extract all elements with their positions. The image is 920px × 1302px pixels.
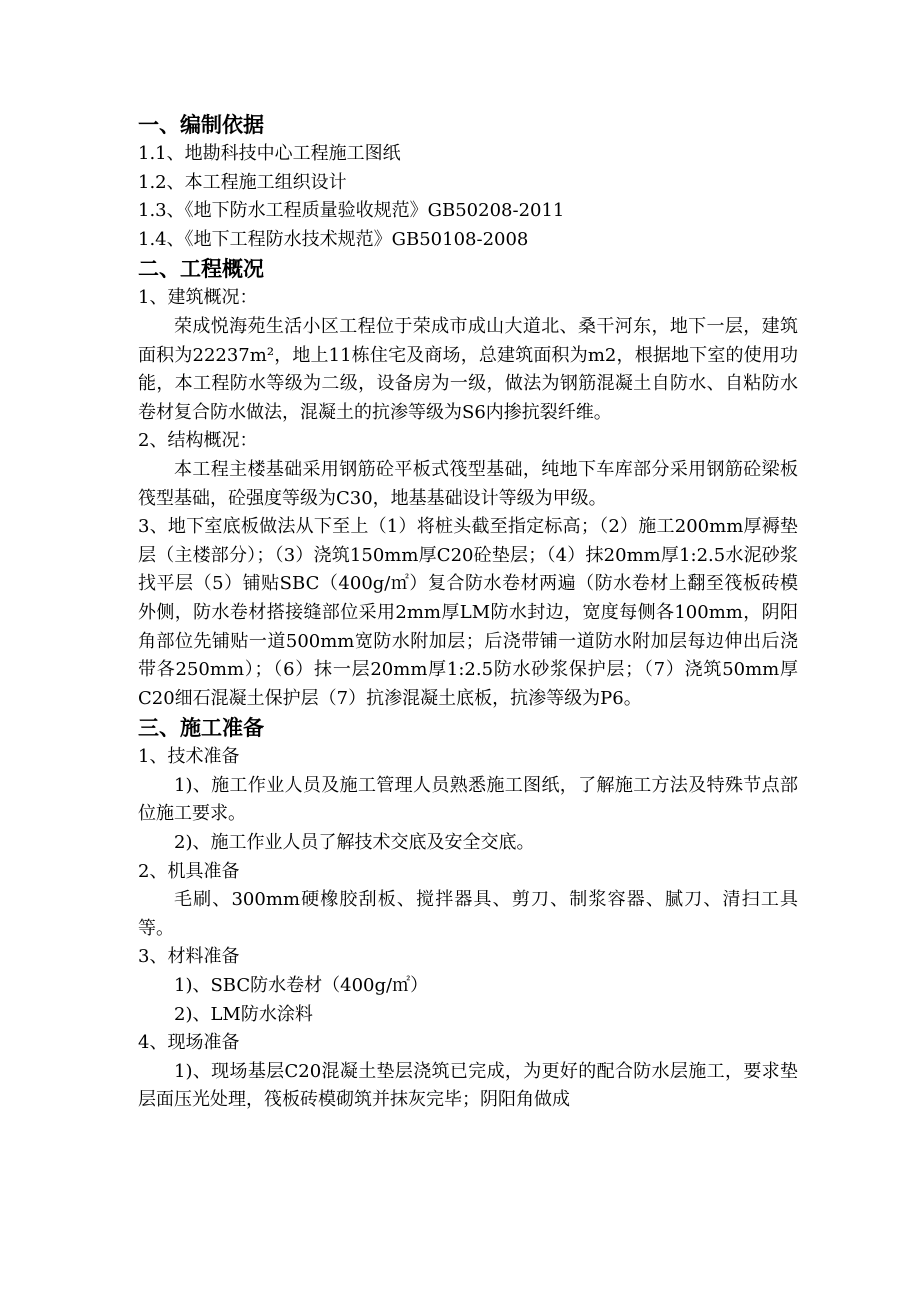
subheading-structure: 2、结构概况： bbox=[138, 430, 258, 452]
technical-item-2: 2)、施工作业人员了解技术交底及安全交底。 bbox=[174, 832, 535, 854]
section-heading-2: 二、工程概况 bbox=[138, 257, 264, 282]
material-item-2: 2)、LM防水涂料 bbox=[174, 1003, 313, 1025]
tools-list-text: 毛刷、300mm硬橡胶刮板、搅拌器具、剪刀、制浆容器、腻刀、清扫工具等。 bbox=[138, 889, 798, 939]
structure-overview-text: 本工程主楼基础采用钢筋砼平板式筏型基础，纯地下车库部分采用钢筋砼梁板筏型基础，砼强度等级为C30，地基基础设计等级为甲级。 bbox=[138, 458, 798, 509]
site-item-1: 1)、现场基层C20混凝土垫层浇筑已完成，为更好的配合防水层施工，要求垫层面压光处理，筏板砖模砌筑并抹灰完毕；阴阳角做成 bbox=[138, 1060, 798, 1111]
building-overview-text: 荣成悦海苑生活小区工程位于荣成市成山大道北、桑干河东，地下一层，建筑面积为22237m²，地上11栋住宅及商场，总建筑面积为m2，根据地下室的使用功能，本工程防水等级为二级，设备房为一级，做法为钢筋混凝土自防水、自粘防水卷材复合防水做法，混凝土的抗渗等级为S6内掺抗裂纤维。 bbox=[138, 315, 798, 423]
subheading-technical: 1、技术准备 bbox=[138, 746, 240, 768]
subheading-building: 1、建筑概况： bbox=[138, 287, 258, 309]
subheading-tools: 2、机具准备 bbox=[138, 860, 240, 882]
document-page bbox=[138, 110, 798, 1115]
basis-item-2: 1.2、本工程施工组织设计 bbox=[138, 171, 347, 193]
material-item-1: 1)、SBC防水卷材（400g/㎡） bbox=[174, 975, 429, 997]
floor-slab-method-text: 3、地下室底板做法从下至上（1）将桩头截至指定标高；（2）施工200mm厚褥垫层（主楼部分）；（3）浇筑150mm厚C20砼垫层；（4）抹20mm厚1:2.5水泥砂浆找平层（5）铺贴SBC（400g/㎡）复合防水卷材两遍（防水卷材上翻至筏板砖模外侧，防水卷材搭接缝部位采用2mm厚LM防水封边，宽度每侧各100mm，阴阳角部位先铺贴一道500mm宽防水附加层；后浇带铺一道防水附加层每边伸出后浇带各250mm）；（6）抹一层20mm厚1:2.5防水砂浆保护层；（7）浇筑50mm厚C20细石混凝土保护层（7）抗渗混凝土底板，抗渗等级为P6。 bbox=[138, 516, 798, 709]
basis-item-1: 1.1、地勘科技中心工程施工图纸 bbox=[138, 143, 401, 164]
subheading-materials: 3、材料准备 bbox=[138, 946, 240, 968]
subheading-site: 4、现场准备 bbox=[138, 1032, 240, 1054]
section-heading-3: 三、施工准备 bbox=[138, 716, 264, 741]
basis-item-4: 1.4、《地下工程防水技术规范》GB50108-2008 bbox=[138, 228, 529, 250]
technical-item-1: 1)、施工作业人员及施工管理人员熟悉施工图纸，了解施工方法及特殊节点部位施工要求。 bbox=[138, 774, 798, 825]
section-heading-1: 一、编制依据 bbox=[138, 113, 264, 137]
basis-item-3: 1.3、《地下防水工程质量验收规范》GB50208-2011 bbox=[138, 200, 565, 222]
